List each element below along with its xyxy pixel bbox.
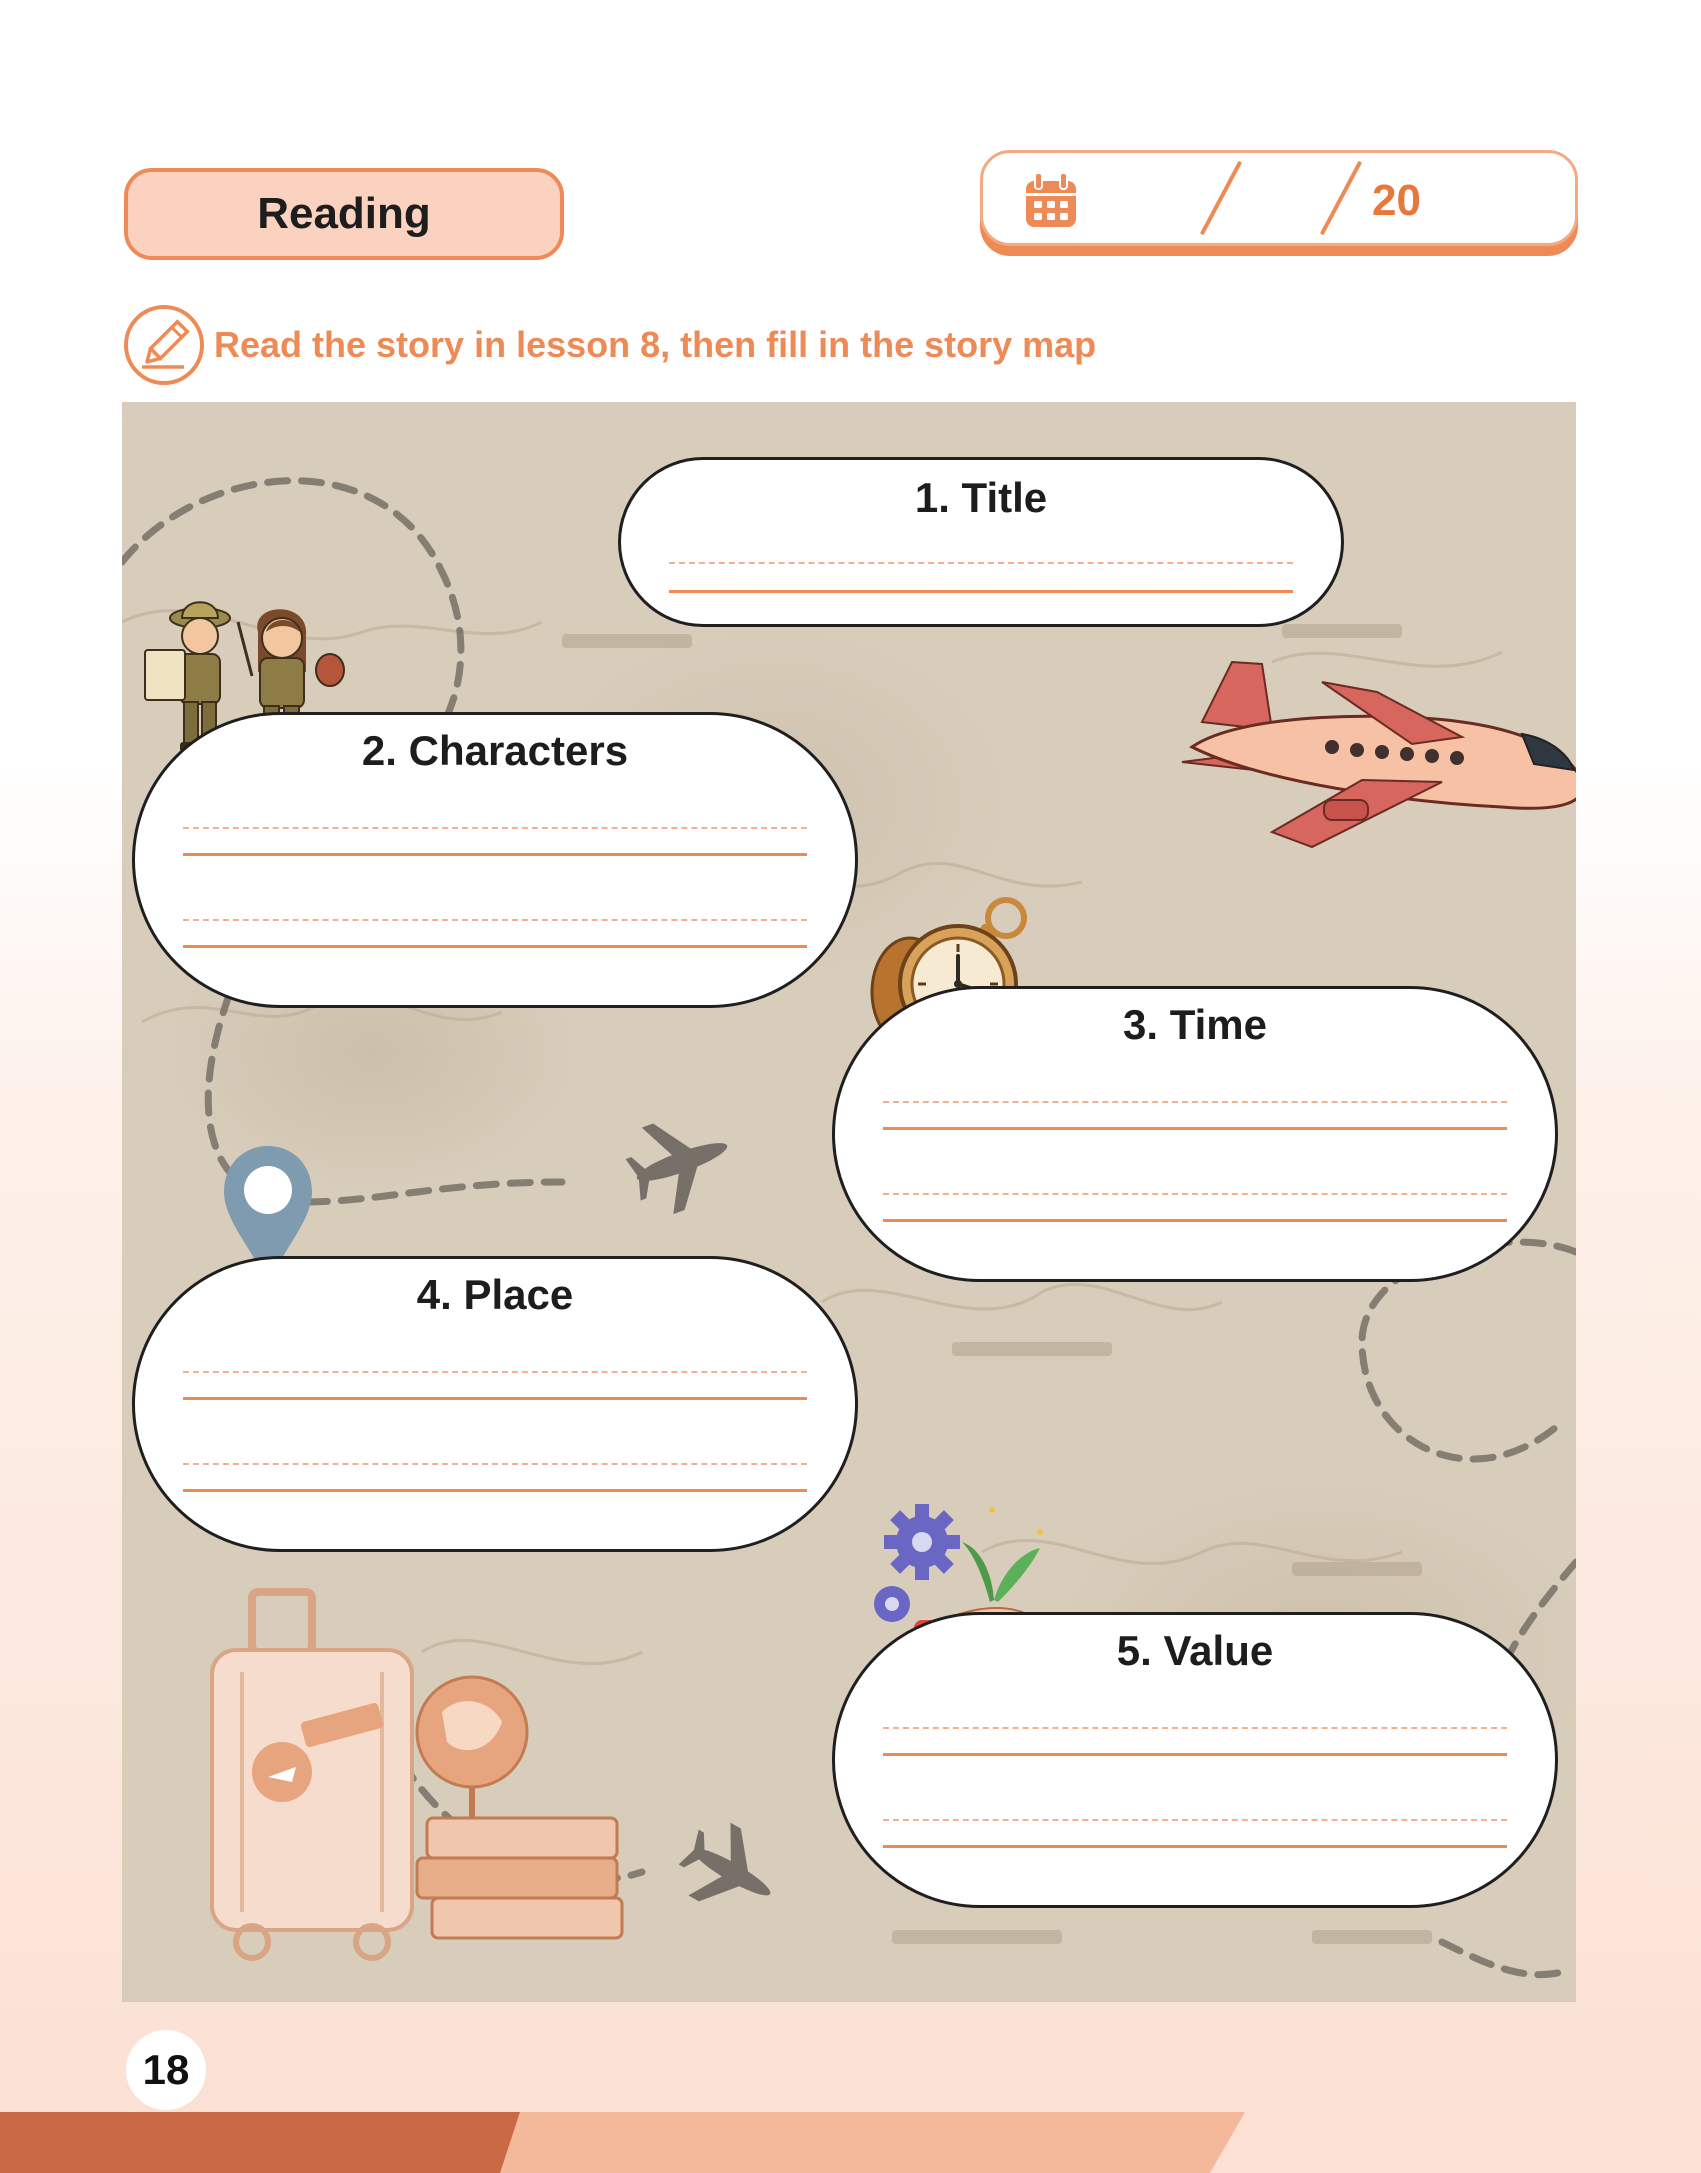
story-map (122, 402, 1576, 2002)
footer-band (0, 2112, 1701, 2173)
writing-guide-line (669, 562, 1293, 564)
writing-guide-line (883, 1819, 1507, 1821)
section-label-text: Reading (257, 189, 431, 238)
writing-guide-line (183, 1463, 807, 1465)
writing-guide-line (883, 1193, 1507, 1195)
writing-line[interactable] (183, 1397, 807, 1400)
title-box[interactable] (618, 457, 1344, 627)
time-box-heading: 3. Time (1123, 1001, 1267, 1048)
instruction-text: Read the story in lesson 8, then fill in the story map (214, 324, 1097, 365)
writing-line[interactable] (669, 590, 1293, 593)
plane-silhouette-icon (668, 1811, 791, 1931)
writing-line[interactable] (883, 1845, 1507, 1848)
year-prefix: 20 (1372, 176, 1421, 225)
writing-guide-line (183, 1371, 807, 1373)
airplane-illustration (1162, 652, 1576, 852)
title-box-heading: 1. Title (914, 474, 1048, 521)
writing-line[interactable] (183, 945, 807, 948)
characters-box-heading: 2. Characters (361, 727, 629, 774)
value-box[interactable] (832, 1612, 1558, 1908)
characters-box[interactable] (132, 712, 858, 1008)
date-box (980, 150, 1578, 246)
page-number (126, 2030, 206, 2110)
writing-line[interactable] (183, 853, 807, 856)
place-box-heading: 4. Place (416, 1271, 574, 1318)
travel-luggage-illustration (172, 1582, 632, 1982)
time-box[interactable] (832, 986, 1558, 1282)
writing-line[interactable] (883, 1219, 1507, 1222)
section-label (124, 168, 564, 260)
writing-line[interactable] (183, 1489, 807, 1492)
writing-line[interactable] (883, 1127, 1507, 1130)
calendar-icon (1023, 171, 1079, 231)
value-box-heading: 5. Value (1116, 1627, 1274, 1674)
page-number-text: 18 (142, 2046, 190, 2093)
writing-guide-line (883, 1101, 1507, 1103)
writing-guide-line (183, 919, 807, 921)
writing-guide-line (183, 827, 807, 829)
place-box[interactable] (132, 1256, 858, 1552)
day-field[interactable] (1103, 159, 1213, 239)
month-field[interactable] (1233, 159, 1343, 239)
writing-line[interactable] (883, 1753, 1507, 1756)
writing-guide-line (883, 1727, 1507, 1729)
plane-silhouette-icon (617, 1102, 742, 1223)
pencil-icon (124, 305, 204, 385)
